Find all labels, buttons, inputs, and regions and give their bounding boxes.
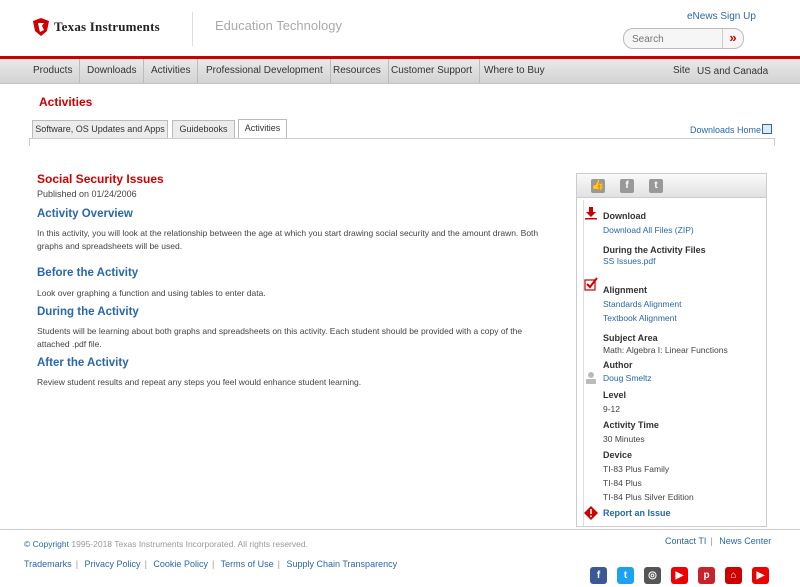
youtube-channel-icon[interactable]: ▶ <box>752 567 769 584</box>
activity-title: Social Security Issues <box>37 172 164 186</box>
nav-resources[interactable]: Resources <box>326 59 389 83</box>
download-icon <box>584 206 598 220</box>
instagram-icon[interactable]: ◎ <box>644 567 661 584</box>
alignment-heading: Alignment <box>603 285 647 295</box>
device-item: TI-84 Plus Silver Edition <box>603 492 694 502</box>
pinterest-icon[interactable]: p <box>698 567 715 584</box>
brand-name: Texas Instruments <box>54 19 160 34</box>
like-icon[interactable]: 👍 <box>591 180 605 191</box>
download-all-link[interactable]: Download All Files (ZIP) <box>603 225 694 235</box>
activity-overview-text: In this activity, you will look at the relationship between the age at which you start drawing social security and the amount drawn. Both graphs and spreadsheets will be used. <box>37 228 539 251</box>
share-bar <box>577 174 766 198</box>
published-date: Published on 01/24/2006 <box>37 189 137 199</box>
before-activity-heading: Before the Activity <box>37 267 139 279</box>
device-item: TI-83 Plus Family <box>603 464 670 474</box>
search-box <box>623 28 744 49</box>
subject-area-value: Math: Algebra I: Linear Functions <box>603 345 728 355</box>
tab-guidebooks[interactable]: Guidebooks <box>172 120 235 138</box>
nav-downloads[interactable]: Downloads <box>80 59 144 83</box>
download-heading: Download <box>603 211 646 221</box>
author-icon <box>584 371 598 385</box>
search-submit-button[interactable]: » <box>722 29 743 48</box>
social-links <box>590 567 769 584</box>
privacy-policy-link[interactable]: Privacy Policy <box>84 559 141 569</box>
home-icon[interactable] <box>762 124 772 134</box>
youtube-icon[interactable]: ▶ <box>671 567 688 584</box>
activity-sidebar <box>576 173 767 527</box>
footer-links: Trademarks | Privacy Policy | Cookie Policy | Terms of Use | Supply Chain Transparency <box>24 559 398 569</box>
checkmark-icon <box>584 277 598 291</box>
textbook-alignment-link[interactable]: Textbook Alignment <box>603 313 677 323</box>
supply-chain-link[interactable]: Supply Chain Transparency <box>286 559 398 569</box>
facebook-icon[interactable]: f <box>620 179 634 193</box>
sidebar-divider <box>583 200 584 526</box>
standards-alignment-link[interactable]: Standards Alignment <box>603 299 682 309</box>
facebook-icon[interactable]: f <box>590 567 607 584</box>
footer-right-links: Contact TI | News Center <box>665 536 772 546</box>
ss-issues-pdf-link[interactable]: SS Issues.pdf <box>603 256 656 266</box>
search-input[interactable] <box>632 32 722 46</box>
twitter-icon[interactable]: t <box>617 567 634 584</box>
tab-panel-border <box>29 138 775 146</box>
level-heading: Level <box>603 390 627 400</box>
downloads-home-link[interactable]: Downloads Home <box>690 125 762 135</box>
twitter-icon[interactable]: t <box>649 179 663 193</box>
report-issue-link[interactable]: Report an Issue <box>603 508 671 518</box>
nav-professional-development[interactable]: Professional Development <box>199 59 331 83</box>
cookie-policy-link[interactable]: Cookie Policy <box>153 559 208 569</box>
nav-where-to-buy[interactable]: Where to Buy <box>484 65 545 76</box>
tab-activities[interactable]: Activities <box>238 119 287 139</box>
level-value: 9-12 <box>603 404 621 414</box>
copyright-text: 1995-2018 Texas Instruments Incorporated. All rights reserved. <box>71 539 308 549</box>
ti-community-icon[interactable]: ⌂ <box>725 567 742 584</box>
nav-activities[interactable]: Activities <box>144 59 198 83</box>
activity-time-heading: Activity Time <box>603 420 659 430</box>
header-divider <box>192 12 193 46</box>
during-activity-heading: During the Activity <box>37 306 139 318</box>
copyright <box>24 539 308 549</box>
site-label: Site <box>673 65 691 76</box>
device-item: TI-84 Plus <box>603 478 642 488</box>
main-nav <box>0 59 800 84</box>
after-activity-heading: After the Activity <box>37 357 129 369</box>
device-heading: Device <box>603 450 633 460</box>
terms-of-use-link[interactable]: Terms of Use <box>220 559 274 569</box>
activity-overview-heading: Activity Overview <box>37 208 133 220</box>
copyright-symbol: © Copyright <box>24 539 70 549</box>
site-region-select[interactable]: US and Canada <box>697 66 769 77</box>
news-center-link[interactable]: News Center <box>719 536 772 546</box>
after-activity-text: Review student results and repeat any steps you feel would enhance student learning. <box>37 377 362 387</box>
site-header <box>0 0 800 58</box>
during-files-heading: During the Activity Files <box>603 245 706 255</box>
contact-ti-link[interactable]: Contact TI <box>665 536 707 546</box>
enews-signup-link[interactable]: eNews Sign Up <box>687 11 756 22</box>
page-title: Activities <box>39 95 93 109</box>
ti-logo[interactable] <box>32 17 160 37</box>
author-heading: Author <box>603 360 633 370</box>
subject-area-heading: Subject Area <box>603 333 658 343</box>
section-title: Education Technology <box>215 18 342 33</box>
nav-customer-support[interactable]: Customer Support <box>384 59 480 83</box>
before-activity-text: Look over graphing a function and using tables to enter data. <box>37 288 266 298</box>
author-link[interactable]: Doug Smeltz <box>603 373 652 383</box>
during-activity-text: Students will be learning about both graphs and spreadsheets on this activity. Each student should be provided with a copy of the attached .pdf file. <box>37 326 523 349</box>
report-issue-icon <box>584 506 598 520</box>
trademarks-link[interactable]: Trademarks <box>24 559 72 569</box>
nav-products[interactable]: Products <box>26 59 80 83</box>
ti-logo-icon <box>32 17 50 37</box>
activity-time-value: 30 Minutes <box>603 434 645 444</box>
tab-software-os-updates[interactable]: Software, OS Updates and Apps <box>32 120 168 138</box>
footer-divider <box>0 529 800 530</box>
